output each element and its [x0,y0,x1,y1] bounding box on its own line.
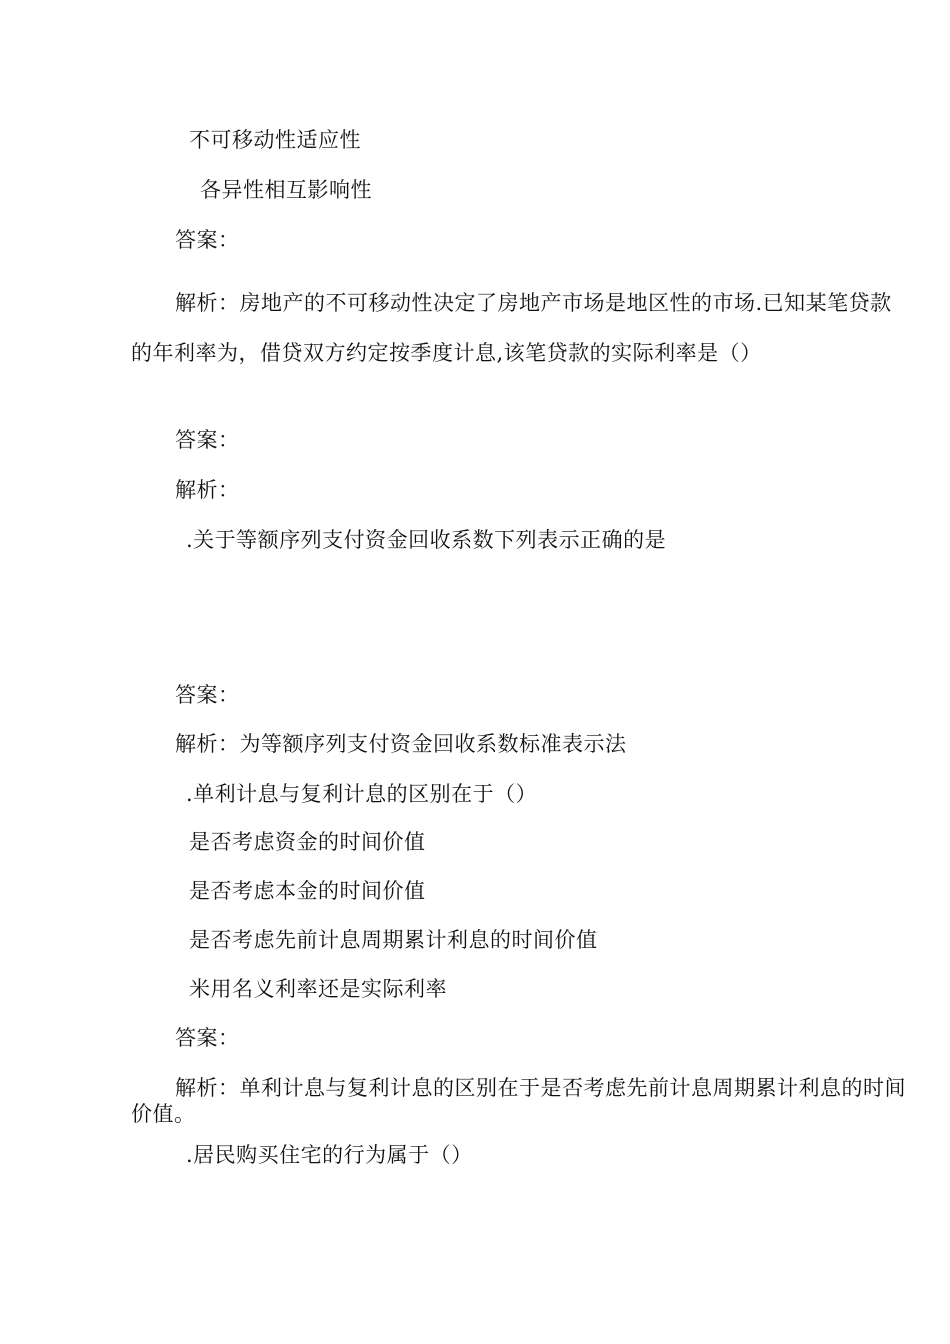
answer-label: 答案： [175,428,240,452]
explanation-line: 解析：为等额序列支付资金回收系数标准表示法 [175,732,627,756]
option-line: 是否考虑先前计息周期累计利息的时间价值 [189,928,598,952]
option-line: 是否考虑本金的时间价值 [189,879,426,903]
option-line: 米用名义利率还是实际利率 [189,977,447,1001]
question-line: .居民购买住宅的行为属于（） [186,1143,473,1167]
question-line: .单利计息与复利计息的区别在于（） [186,782,538,806]
answer-label: 答案： [175,1026,240,1050]
answer-label: 答案： [175,228,240,252]
option-line: 各异性相互影响性 [200,178,372,202]
explanation-paragraph: 解析：房地产的不可移动性决定了房地产市场是地区性的市场.已知某笔贷款的年利率为，借贷双方约定按季度计息,该笔贷款的实际利率是（） [131,291,892,365]
option-line: 是否考虑资金的时间价值 [189,830,426,854]
explanation-label: 解析： [175,478,240,502]
option-line: 不可移动性适应性 [189,128,361,152]
answer-label: 答案： [175,683,240,707]
question-line: .关于等额序列支付资金回收系数下列表示正确的是 [186,528,667,552]
explanation-paragraph: 解析：单利计息与复利计息的区别在于是否考虑先前计息周期累计利息的时间价值。 [131,1076,906,1126]
